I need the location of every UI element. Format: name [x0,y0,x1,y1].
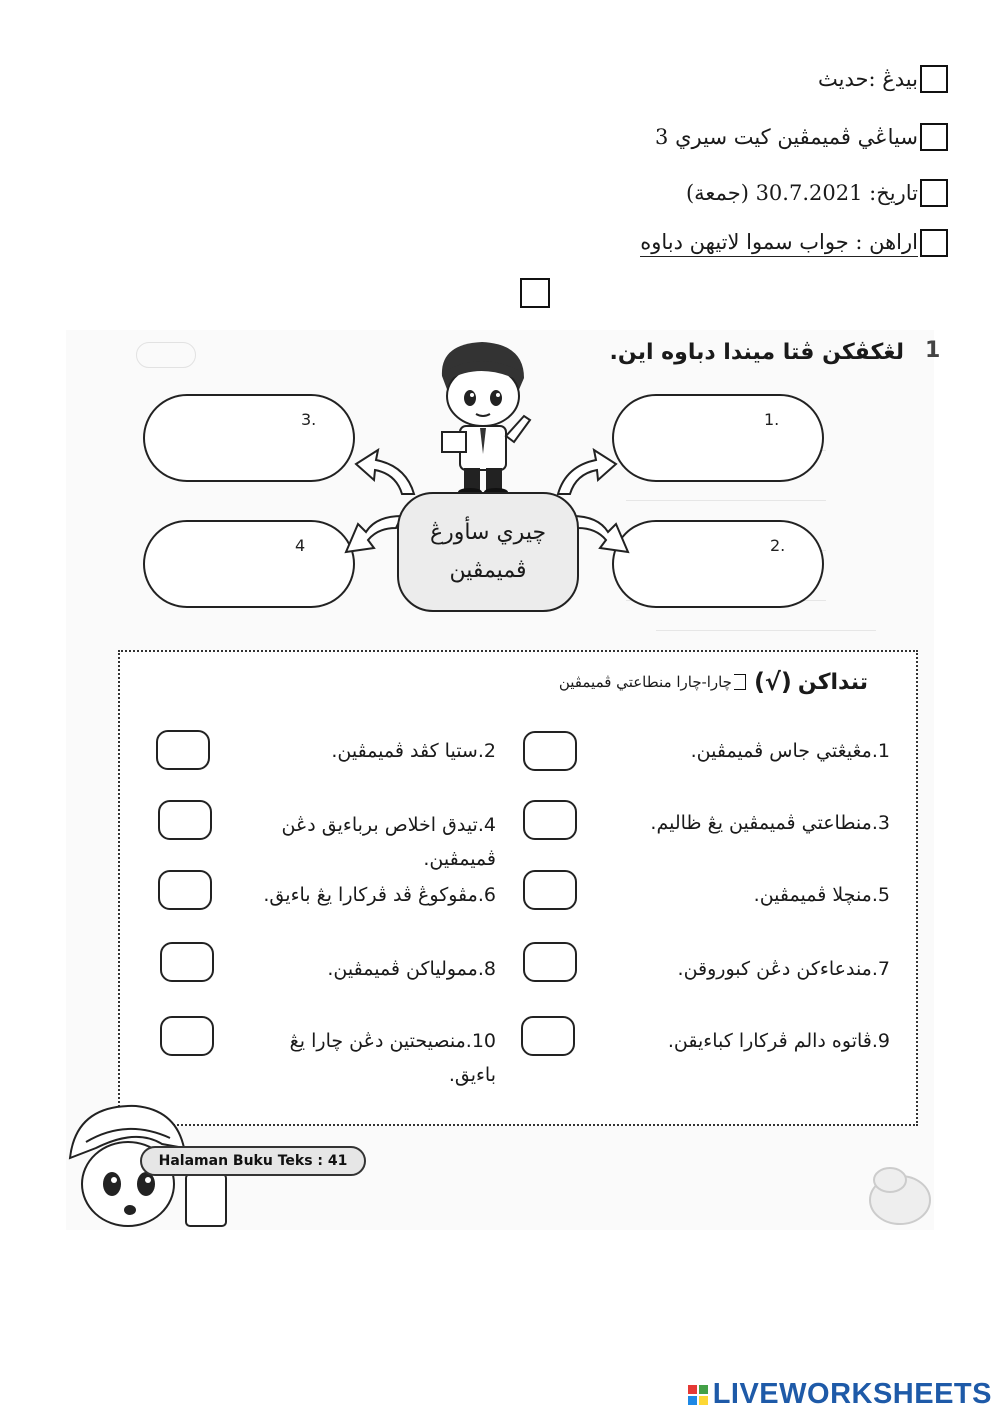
checklist-title [559,668,868,696]
brand-watermark [688,1378,992,1411]
answer-box-3[interactable] [523,800,577,840]
statement-4 [281,808,496,876]
mind-map-center [397,492,579,612]
statement-number: 6. [477,884,496,906]
logo-square-yellow [699,1396,708,1405]
statement-text: مندعاءكن دڠن كبوروقن. [677,958,872,980]
bracket-box-icon [734,674,746,690]
check-mark-symbol: (√) [753,668,792,696]
header-row-instruction [640,226,948,260]
statement-continuation: باءيق. [448,1064,496,1086]
mind-map-title: لڠكڤكن ڤتا ميندا دباوه اين. [609,340,904,365]
statement-3 [650,806,890,840]
bubble-number-1: 1. [764,410,780,429]
answer-bubble-3[interactable] [143,394,355,482]
statement-text: مڤوكوڠ ڤد ڤركارا يڠ باءيق. [263,884,478,906]
statement-8 [327,952,496,986]
answer-bubble-2[interactable] [612,520,824,608]
textbook-page-label: Halaman Buku Teks : 41 [140,1146,366,1176]
checklist-title-bold: تنداكن [797,669,868,695]
statement-7 [678,952,890,986]
statement-9 [668,1024,890,1058]
answer-box-10[interactable] [160,1016,214,1056]
logo-square-red [688,1385,697,1394]
statement-text: ممولياكن ڤميمڤين. [327,958,478,980]
statement-number: 9. [871,1030,890,1052]
statement-5 [754,878,890,912]
header-row-date [686,176,948,210]
brand-logo-icon [688,1385,708,1405]
statement-number: 5. [871,884,890,906]
statement-text: مڠيڠتي جاس ڤميمڤين. [690,740,872,762]
statement-number: 3. [871,812,890,834]
bubble-number-3: 3. [301,410,317,429]
statement-text: منچلا ڤميمڤين. [753,884,872,906]
statement-2 [331,734,496,768]
topic-text: سياڠي ڤميمڤين كيت سيري 3 [655,125,918,149]
statement-continuation: ڤميمڤين. [423,848,496,870]
statement-text: منصيحتين دڠن چارا يڠ [289,1030,466,1052]
answer-box-5[interactable] [523,870,577,910]
answer-box-2[interactable] [156,730,210,770]
statement-number: 1. [871,740,890,762]
brand-name: LIVEWORKSHEETS [712,1378,992,1410]
subject-text: بيدڠ :حديث [818,67,918,91]
statement-number: 10. [465,1030,496,1052]
logo-square-green [699,1385,708,1394]
statement-10 [290,1024,496,1092]
question-number-marker: 1 [925,338,941,363]
logo-square-blue [688,1396,697,1405]
arrow-to-bubble-3-icon [350,444,420,500]
answer-box-1[interactable] [523,731,577,771]
statement-number: 2. [477,740,496,762]
statement-number: 7. [871,958,890,980]
statement-text: ڤاتوه دالم ڤركارا كباءيقن. [667,1030,872,1052]
bubble-number-2: 2. [770,536,786,555]
answer-box-8[interactable] [160,942,214,982]
statement-6 [263,878,496,912]
statement-1 [691,734,890,768]
header-row-subject [818,62,948,96]
date-text: تاريخ: 30.7.2021 (جمعة) [685,181,918,205]
center-text-line-2: ڤميمڤين [449,558,527,583]
answer-box-4[interactable] [158,800,212,840]
subject-checkbox[interactable] [920,65,948,93]
teacher-character-illustration [420,336,550,496]
center-text-line-1: چيري سأورڠ [429,520,547,545]
answer-box-top[interactable] [520,278,550,308]
statement-text: تيدق اخلاص برباءيق دڠن [281,814,478,836]
bubble-number-4: 4 [295,536,306,555]
statement-number: 4. [477,814,496,836]
statement-number: 8. [477,958,496,980]
header-row-topic [655,120,948,154]
arrow-to-bubble-1-icon [552,444,622,500]
answer-bubble-1[interactable] [612,394,824,482]
checklist-subtitle: چارا-چارا منطاعتي ڤميمڤين [558,673,732,691]
corner-decoration-illustration [860,1150,932,1230]
answer-box-6[interactable] [158,870,212,910]
answer-box-9[interactable] [521,1016,575,1056]
statement-text: ستيا كڤد ڤميمڤين. [331,740,478,762]
instruction-checkbox[interactable] [920,229,948,257]
answer-box-7[interactable] [523,942,577,982]
instruction-text: اراهن : جواب سموا لاتيهن دباوه [640,230,918,257]
date-checkbox[interactable] [920,179,948,207]
answer-bubble-4[interactable] [143,520,355,608]
topic-checkbox[interactable] [920,123,948,151]
statement-text: منطاعتي ڤميمڤين يڠ ظاليم. [650,812,872,834]
